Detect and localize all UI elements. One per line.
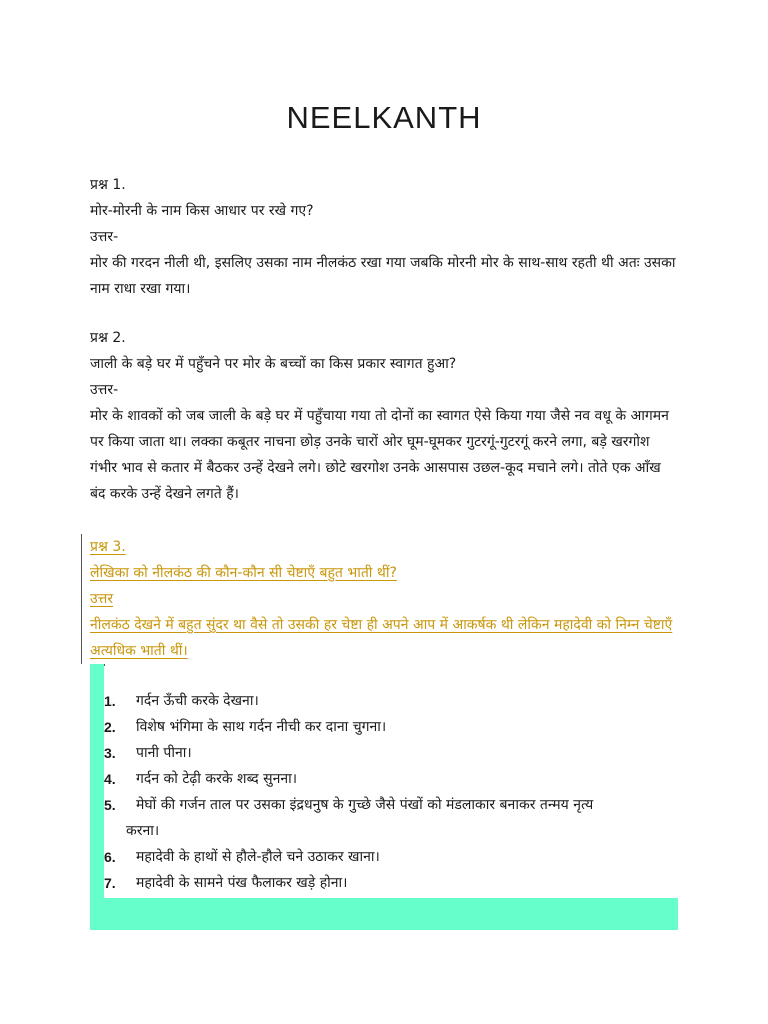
list-item: 6. महादेवी के हाथों से हौले-हौले चने उठाकर खाना। (104, 849, 380, 865)
question-3-label[interactable]: प्रश्न 3. (90, 539, 126, 555)
answer-2-label: उत्तर- (90, 382, 119, 398)
question-1-text: मोर-मोरनी के नाम किस आधार पर रखे गए? (90, 203, 314, 219)
list-item: 2. विशेष भंगिमा के साथ गर्दन नीची कर दाना चुगना। (104, 719, 387, 735)
page-title: NEELKANTH (286, 100, 482, 135)
quote-bar (81, 534, 82, 664)
list-item: 1. गर्दन ऊँची करके देखना। (104, 693, 259, 709)
answer-2-text: मोर के शावकों को जब जाली के बड़े घर में पहुँचाया गया तो दोनों का स्वागत ऐसे किया गया जैसे नव वधू के आगमन पर किया जाता था। लक्का कबूतर नाचना छोड़ उनके चारों ओर घूम-घूमकर गुटरगूं-गुटरगूं करने लगा, बड़े खरगोश गंभीर भाव से कतार में बैठकर उन्हें देखने लगे। छोटे खरगोश उनके आसपास उछल-कूद मचाने लगे। तोते एक आँख बंद करके उन्हें देखने लगते हैं। (90, 408, 669, 502)
question-2 (90, 325, 680, 507)
question-3[interactable] (90, 534, 680, 664)
question-3-text[interactable]: लेखिका को नीलकंठ की कौन-कौन सी चेष्टाएँ बहुत भाती थीं? (90, 565, 397, 581)
question-1 (90, 172, 680, 302)
list-item: 5. मेघों की गर्जन ताल पर उसका इंद्रधनुष के गुच्छे जैसे पंखों को मंडलाकार बनाकर तन्मय नृत्य करना। (104, 797, 594, 839)
highlight-strip (90, 664, 104, 930)
answer-list (104, 688, 664, 896)
answer-1-text: मोर की गरदन नीली थी, इसलिए उसका नाम नीलकंठ रखा गया जबकि मोरनी मोर के साथ-साथ रहती थी अतः उसका नाम राधा रखा गया। (90, 255, 676, 297)
answer-1-label: उत्तर- (90, 229, 119, 245)
answer-3-label[interactable]: उत्तर (90, 591, 114, 607)
highlight-footer (90, 898, 678, 930)
list-item: 3. पानी पीना। (104, 745, 192, 761)
answer-3-text[interactable]: नीलकंठ देखने में बहुत सुंदर था वैसे तो उसकी हर चेष्टा ही अपने आप में आकर्षक थी लेकिन महादेवी को निम्न चेष्टाएँ अत्यधिक भाती थीं। (90, 617, 673, 659)
question-1-label: प्रश्न 1. (90, 177, 126, 193)
list-item: 4. गर्दन को टेढ़ी करके शब्द सुनना। (104, 771, 298, 787)
question-2-text: जाली के बड़े घर में पहुँचने पर मोर के बच्चों का किस प्रकार स्वागत हुआ? (90, 356, 457, 372)
answer-list-box (90, 664, 678, 930)
question-2-label: प्रश्न 2. (90, 330, 126, 346)
list-item: 7. महादेवी के सामने पंख फैलाकर खड़े होना। (104, 875, 348, 891)
